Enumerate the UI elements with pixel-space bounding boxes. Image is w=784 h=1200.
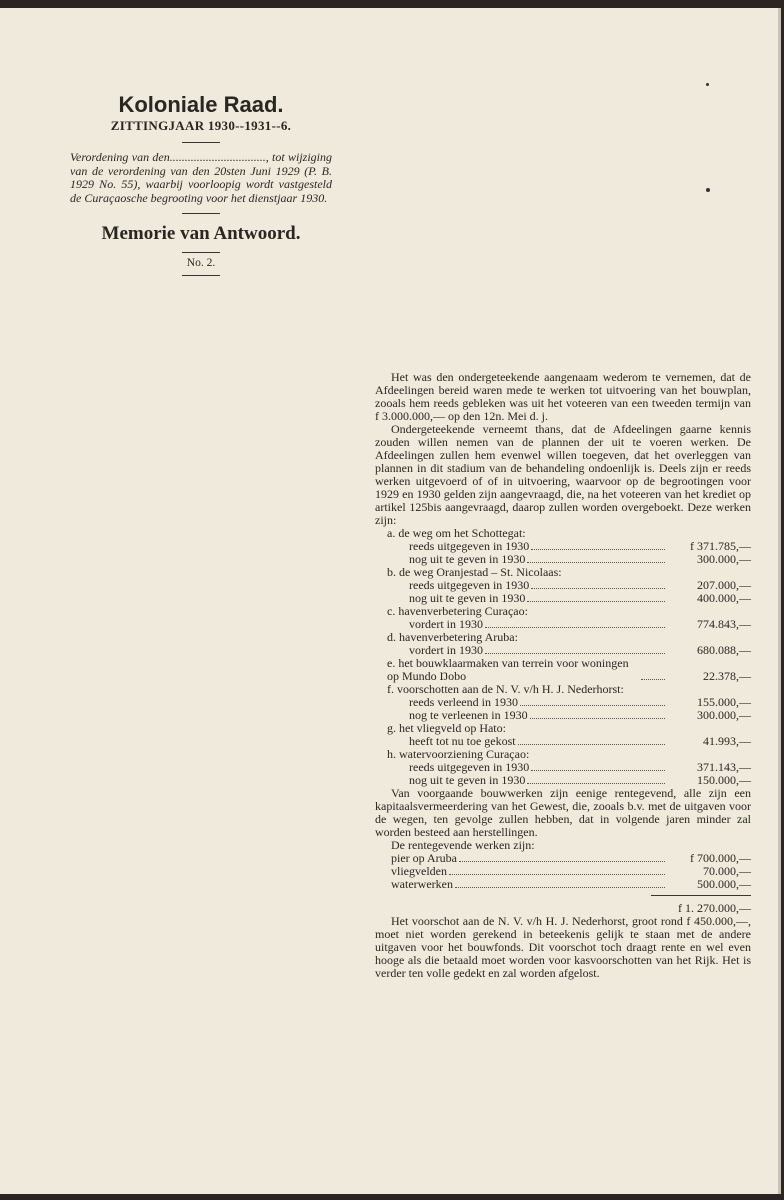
- amount-row: e. het bouwklaarmaken van terrein voor woningen op Mundo Ŋobo 22.378,—: [387, 656, 751, 683]
- list-item-label: d. havenverbetering Aruba:: [387, 630, 518, 644]
- list-item-label: a. de weg om het Schottegat:: [387, 526, 526, 540]
- amount-row: pier op Aruba f 700.000,—: [391, 851, 751, 865]
- paragraph: Van voorgaande bouwwerken zijn eenige rentegevend, alle zijn een kapitaalsvermeerdering van het Gewest, die, zooals b.v. met de uitgaven voor de wegen, ten gevolge zullen hebben, dat in volgende jaren minder zal worden besteed aan herstellingen.: [375, 786, 751, 839]
- body-text: [375, 371, 751, 980]
- session-year: ZITTINGJAAR 1930--1931--6.: [110, 118, 292, 133]
- amount-row: vliegvelden 70.000,—: [391, 864, 751, 878]
- amount-row: nog uit te geven in 1930 300.000,—: [409, 552, 751, 566]
- paragraph: De rentegevende werken zijn:: [391, 838, 535, 852]
- divider: [182, 275, 220, 276]
- divider: [182, 213, 220, 214]
- list-item-label: g. het vliegveld op Hato:: [387, 721, 506, 735]
- council-title: Koloniale Raad.: [118, 92, 284, 117]
- amount-row: reeds uitgegeven in 1930 f 371.785,—: [409, 539, 751, 553]
- list-item-label: b. de weg Oranjestad – St. Nicolaas:: [387, 565, 562, 579]
- divider: [182, 252, 220, 253]
- total-amount: f 1. 270.000,—: [678, 901, 751, 915]
- list-item-label: f. voorschotten aan de N. V. v/h H. J. Nederhorst:: [387, 682, 624, 696]
- list-item-label: c. havenverbetering Curaçao:: [387, 604, 528, 618]
- list-item-label: h. watervoorziening Curaçao:: [387, 747, 530, 761]
- paragraph: Het was den ondergeteekende aangenaam wederom te vernemen, dat de Afdeelingen bereid waren mede te werken tot uitvoering van het bouwplan, zooals hem reeds gebleken was uit het voteeren van een tweeden termijn van f 3.000.000,— op den 12n. Mei d. j.: [375, 370, 751, 423]
- header-block: [70, 92, 332, 284]
- document-number: No. 2.: [186, 257, 216, 269]
- divider: [182, 142, 220, 143]
- amount-row: heeft tot nu toe gekost 41.993,—: [409, 734, 751, 748]
- speck: [706, 188, 710, 192]
- paragraph: Het voorschot aan de N. V. v/h H. J. Nederhorst, groot rond f 450.000,—, moet niet worden gerekend in beteekenis gelijk te staan met de andere uitgaven voor het bouwfonds. Dit voorschot toch draagt rente en wel even hooge als die betaald moet worden voor kasvoorschotten van het Rijk. Het is verder ten volle gedekt en zal worden afgelost.: [375, 914, 751, 980]
- sum-rule: [651, 895, 751, 896]
- amount-row: reeds verleend in 1930 155.000,—: [409, 695, 751, 709]
- document-page: [0, 8, 781, 1194]
- speck: [706, 83, 709, 86]
- amount-row: nog uit te geven in 1930 150.000,—: [409, 773, 751, 787]
- amount-row: vordert in 1930 774.843,—: [409, 617, 751, 631]
- amount-row: nog te verleenen in 1930 300.000,—: [409, 708, 751, 722]
- amount-row: waterwerken 500.000,—: [391, 877, 751, 891]
- paragraph: Ondergeteekende verneemt thans, dat de Afdeelingen gaarne kennis zouden willen nemen van de plannen der uit te voeren werken. De Afdeelingen zullen hem evenwel willen toegeven, dat het overleggen van plannen in dit stadium van de behandeling ondoenlijk is. Deels zijn er reeds werken uitgevoerd of of in uitvoering, waarvoor op de begrootingen voor 1929 en 1930 gelden zijn aangevraagd, die, na het voteeren van het krediet op artikel 125bis aangevraagd, daarop zullen worden overgeboekt. Deze werken zijn:: [375, 422, 751, 527]
- document-title: Memorie van Antwoord.: [101, 223, 301, 244]
- ordinance-title: Verordening van den................................, tot wijziging van de verordening van den 20sten Juni 1929 (P. B. 1929 No. 55), waarbij voorloopig wordt vastgesteld de Curaçaosche begrooting voor het dienstjaar 1930.: [70, 150, 332, 205]
- amount-row: reeds uitgegeven in 1930 207.000,—: [409, 578, 751, 592]
- amount-row: reeds uitgegeven in 1930 371.143,—: [409, 760, 751, 774]
- amount-row: vordert in 1930 680.088,—: [409, 643, 751, 657]
- amount-row: nog uit te geven in 1930 400.000,—: [409, 591, 751, 605]
